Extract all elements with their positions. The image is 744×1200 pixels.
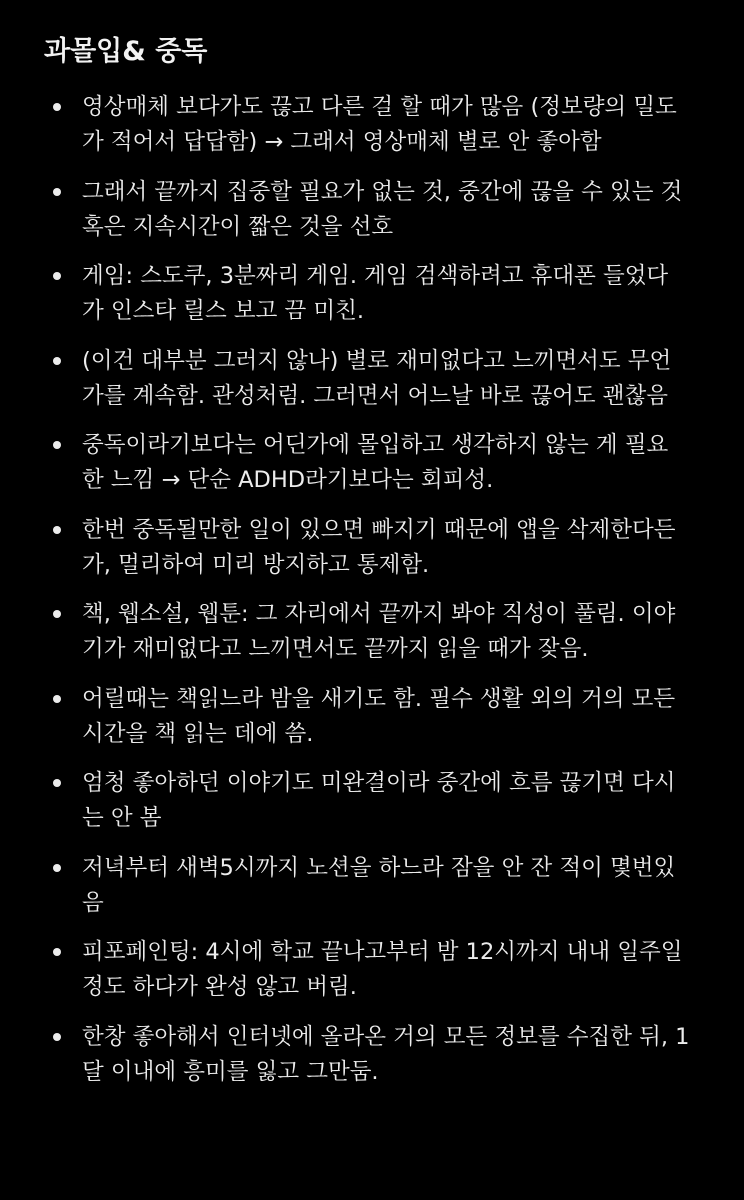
bullet-dot-icon xyxy=(53,441,61,449)
bullet-list xyxy=(0,90,744,1104)
bullet-text-line: 피포페인팅: 4시에 학교 끝나고부터 밤 12시까지 내내 일주일 xyxy=(82,939,683,965)
bullet-dot-icon xyxy=(53,188,61,196)
bullet-text-line: 게임: 스도쿠, 3분짜리 게임. 게임 검색하려고 휴대폰 들었다 xyxy=(82,263,669,289)
bullet-text-line: 영상매체 보다가도 끊고 다른 걸 할 때가 많음 (정보량의 밀도 xyxy=(82,94,677,120)
bullet-dot-icon xyxy=(53,779,61,787)
bullet-item xyxy=(0,766,744,836)
bullet-item xyxy=(0,597,744,667)
bullet-text-line: 가, 멀리하여 미리 방지하고 통제함. xyxy=(82,551,430,578)
bullet-text-line: 음 xyxy=(82,889,104,916)
bullet-text-line: 책, 웹소설, 웹툰: 그 자리에서 끝까지 봐야 직성이 풀림. 이야 xyxy=(82,601,676,627)
bullet-item xyxy=(0,344,744,414)
bullet-text-line: 가 인스타 릴스 보고 끔 미친. xyxy=(82,298,364,324)
bullet-text-line: (이건 대부분 그러지 않나) 별로 재미없다고 느끼면서도 무언 xyxy=(82,347,672,374)
bullet-text-line: 저녁부터 새벽5시까지 노션을 하느라 잠을 안 잔 적이 몇번있 xyxy=(82,854,676,881)
note-heading: 과몰입& 중독 xyxy=(44,36,208,67)
bullet-dot-icon xyxy=(53,948,61,956)
bullet-item xyxy=(0,513,744,583)
bullet-dot-icon xyxy=(53,864,61,872)
bullet-item xyxy=(0,175,744,245)
bullet-dot-icon xyxy=(53,695,61,703)
bullet-item xyxy=(0,259,744,329)
bullet-text-line: 가를 계속함. 관성처럼. 그러면서 어느날 바로 끊어도 괜찮음 xyxy=(82,382,669,409)
bullet-text-line: 엄청 좋아하던 이야기도 미완결이라 중간에 흐름 끊기면 다시 xyxy=(82,770,676,796)
bullet-text-line: 시간을 책 읽는 데에 씀. xyxy=(82,720,314,747)
bullet-item xyxy=(0,90,744,160)
bullet-item xyxy=(0,682,744,752)
bullet-text-line: 중독이라기보다는 어딘가에 몰입하고 생각하지 않는 게 필요 xyxy=(82,432,669,458)
bullet-text-line: 기가 재미없다고 느끼면서도 끝까지 읽을 때가 잦음. xyxy=(82,636,589,662)
bullet-text-line: 어릴때는 책읽느라 밤을 새기도 함. 필수 생활 외의 거의 모든 xyxy=(82,685,676,712)
bullet-text-line: 한번 중독될만한 일이 있으면 빠지기 때문에 앱을 삭제한다든 xyxy=(82,516,676,543)
bullet-text-line: 가 적어서 답답함) → 그래서 영상매체 별로 안 좋아함 xyxy=(82,129,602,155)
bullet-dot-icon xyxy=(53,103,61,111)
bullet-item xyxy=(0,428,744,498)
bullet-dot-icon xyxy=(53,272,61,280)
bullet-text-line: 한 느낌 → 단순 ADHD라기보다는 회피성. xyxy=(82,467,494,493)
bullet-text-line: 달 이내에 흥미를 잃고 그만둠. xyxy=(82,1058,379,1085)
bullet-text-line: 한창 좋아해서 인터넷에 올라온 거의 모든 정보를 수집한 뒤, 1 xyxy=(82,1023,690,1050)
bullet-text-line: 혹은 지속시간이 짧은 것을 선호 xyxy=(82,213,394,240)
bullet-text-line: 는 안 봄 xyxy=(82,805,162,831)
bullet-item xyxy=(0,935,744,1005)
bullet-item xyxy=(0,1020,744,1090)
bullet-dot-icon xyxy=(53,526,61,534)
bullet-text-line: 정도 하다가 완성 않고 버림. xyxy=(82,974,357,1000)
bullet-dot-icon xyxy=(53,1033,61,1041)
bullet-dot-icon xyxy=(53,357,61,365)
bullet-text-line: 그래서 끝까지 집중할 필요가 없는 것, 중간에 끊을 수 있는 것 xyxy=(82,178,683,205)
bullet-item xyxy=(0,851,744,921)
bullet-dot-icon xyxy=(53,610,61,618)
